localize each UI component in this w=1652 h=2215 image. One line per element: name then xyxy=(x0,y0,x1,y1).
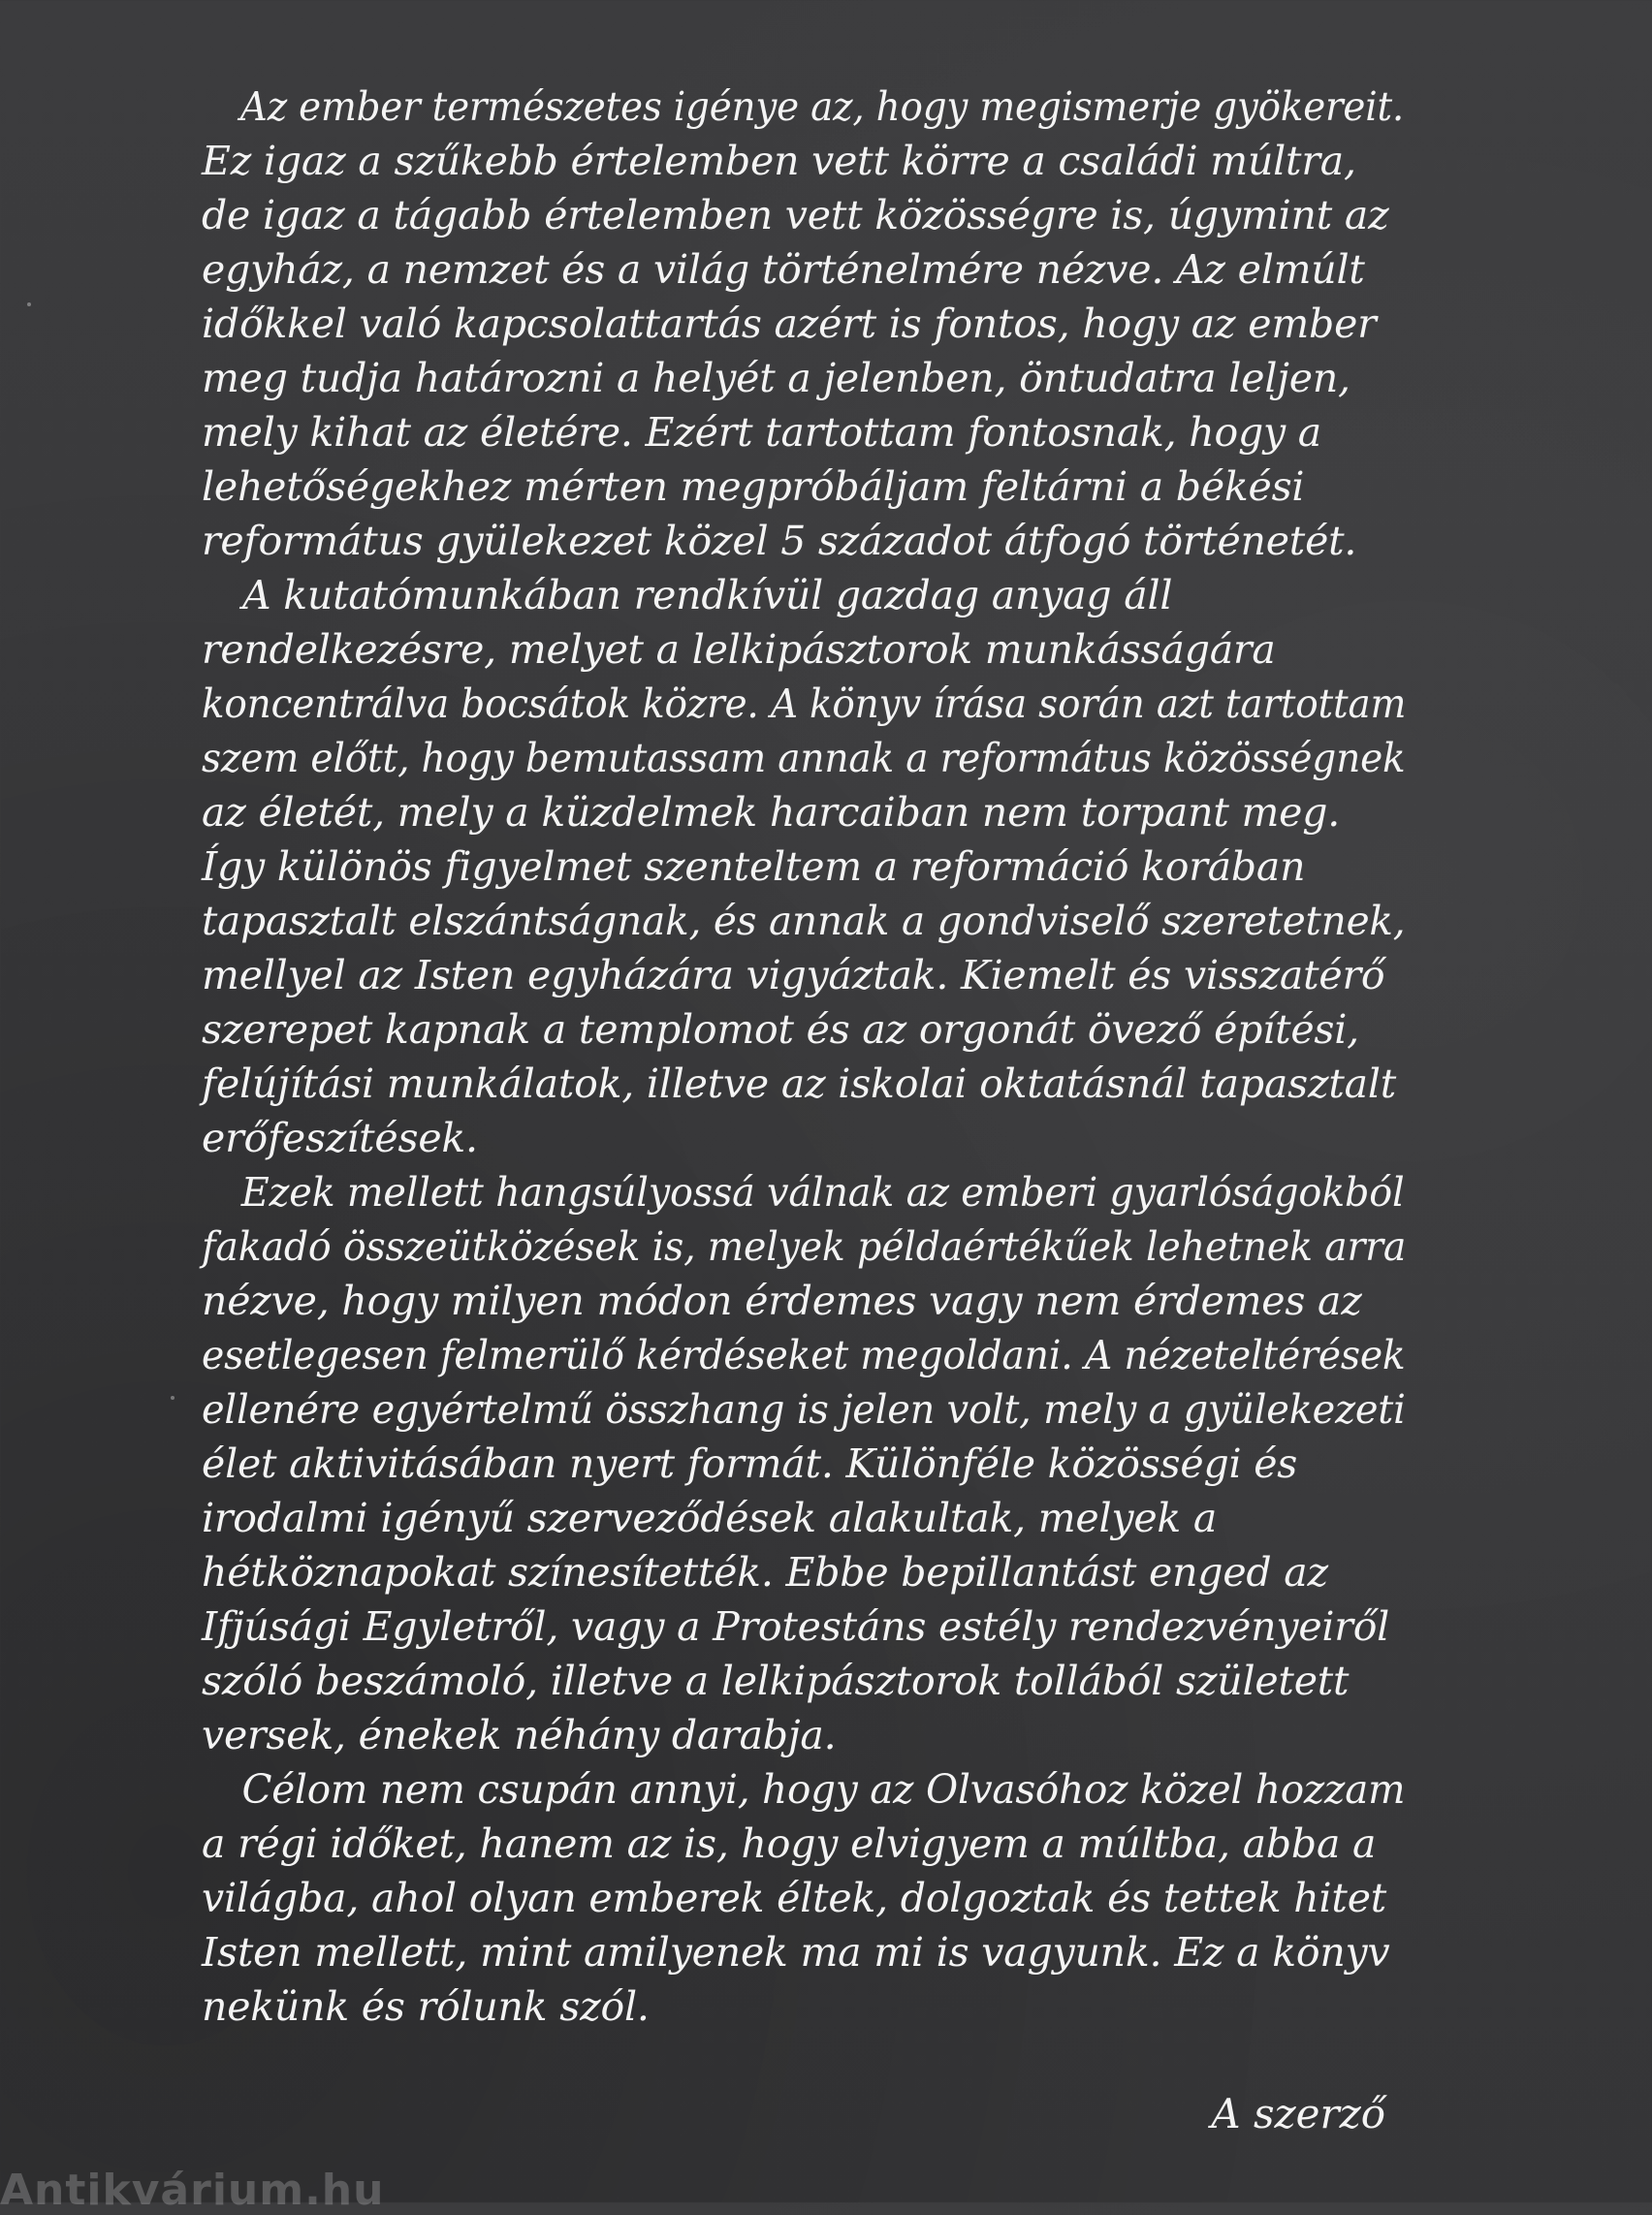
text-line: egyház, a nemzet és a világ történelmére nézve. Az elmúlt xyxy=(202,246,1365,293)
text-line: tapasztalt elszántságnak, és annak a gondviselő szeretetnek, xyxy=(202,898,1406,944)
text-line: szóló beszámoló, illetve a lelkipásztorok tollából született xyxy=(202,1658,1350,1704)
text-line: hétköznapokat színesítették. Ebbe bepillantást enged az xyxy=(202,1549,1328,1596)
text-line: Célom nem csupán annyi, hogy az Olvasóhoz közel hozzam xyxy=(241,1766,1406,1813)
text-line: nekünk és rólunk szól. xyxy=(202,1983,650,2030)
text-line: világba, ahol olyan emberek éltek, dolgoztak és tettek hitet xyxy=(202,1875,1387,1921)
text-line: koncentrálva bocsátok közre. A könyv írása során azt tartottam xyxy=(202,680,1407,727)
text-line: Ezek mellett hangsúlyossá válnak az emberi gyarlóságokból xyxy=(240,1169,1405,1216)
text-line: Isten mellett, mint amilyenek ma mi is vagyunk. Ez a könyv xyxy=(202,1929,1390,1976)
text-line: szerepet kapnak a templomot és az orgonát övező építési, xyxy=(202,1006,1360,1053)
author-signature: A szerző xyxy=(1211,2090,1385,2137)
text-line: református gyülekezet közel 5 századot átfogó történetét. xyxy=(202,518,1357,564)
text-line: irodalmi igényű szerveződések alakultak, melyek a xyxy=(202,1495,1218,1541)
scan-speck xyxy=(171,1396,175,1400)
text-line: fakadó összeütközések is, melyek példaértékűek lehetnek arra xyxy=(202,1223,1407,1270)
text-line: versek, énekek néhány darabja. xyxy=(202,1712,837,1758)
paragraph xyxy=(202,1165,1406,1762)
paragraph xyxy=(202,79,1406,568)
text-line: de igaz a tágabb értelemben vett közösségre is, úgymint az xyxy=(202,192,1389,238)
text-line: élet aktivitásában nyert formát. Különféle közösségi és xyxy=(202,1440,1298,1487)
text-line: a régi időket, hanem az is, hogy elvigyem a múltba, abba a xyxy=(202,1820,1377,1867)
text-line: lehetőségekhez mérten megpróbáljam feltárni a békési xyxy=(202,463,1305,510)
text-line: ellenére egyértelmű összhang is jelen volt, mely a gyülekezeti xyxy=(202,1386,1406,1433)
text-line: Ez igaz a szűkebb értelemben vett körre a családi múltra, xyxy=(202,138,1356,184)
text-line: meg tudja határozni a helyét a jelenben, öntudatra leljen, xyxy=(202,355,1350,401)
watermark: Antikvárium.hu xyxy=(0,2166,385,2215)
text-line: nézve, hogy milyen módon érdemes vagy nem érdemes az xyxy=(202,1278,1362,1324)
text-line: az életét, mely a küzdelmek harcaiban nem torpant meg. xyxy=(202,789,1341,836)
text-line: A kutatómunkában rendkívül gazdag anyag áll xyxy=(242,572,1173,618)
text-line: Az ember természetes igénye az, hogy megismerje gyökereit. xyxy=(239,83,1405,130)
text-line: mellyel az Isten egyházára vigyáztak. Kiemelt és visszatérő xyxy=(202,952,1385,998)
text-line: esetlegesen felmerülő kérdéseket megoldani. A nézeteltérések xyxy=(202,1332,1406,1378)
text-line: felújítási munkálatok, illetve az iskolai oktatásnál tapasztalt xyxy=(202,1060,1397,1107)
text-line: rendelkezésre, melyet a lelkipásztorok munkásságára xyxy=(202,626,1276,673)
text-line: erőfeszítések. xyxy=(202,1115,478,1161)
text-line: Ifjúsági Egyletről, vagy a Protestáns estély rendezvényeiről xyxy=(202,1603,1390,1650)
text-line: mely kihat az életére. Ezért tartottam fontosnak, hogy a xyxy=(202,409,1322,456)
paragraph xyxy=(202,1762,1406,2034)
text-line: időkkel való kapcsolattartás azért is fontos, hogy az ember xyxy=(202,301,1377,347)
paragraph xyxy=(202,568,1406,1165)
scan-speck xyxy=(27,302,31,306)
text-line: szem előtt, hogy bemutassam annak a református közösségnek xyxy=(202,735,1406,781)
text-line: Így különös figyelmet szenteltem a reformáció korában xyxy=(202,843,1306,890)
body-text xyxy=(202,79,1406,2034)
